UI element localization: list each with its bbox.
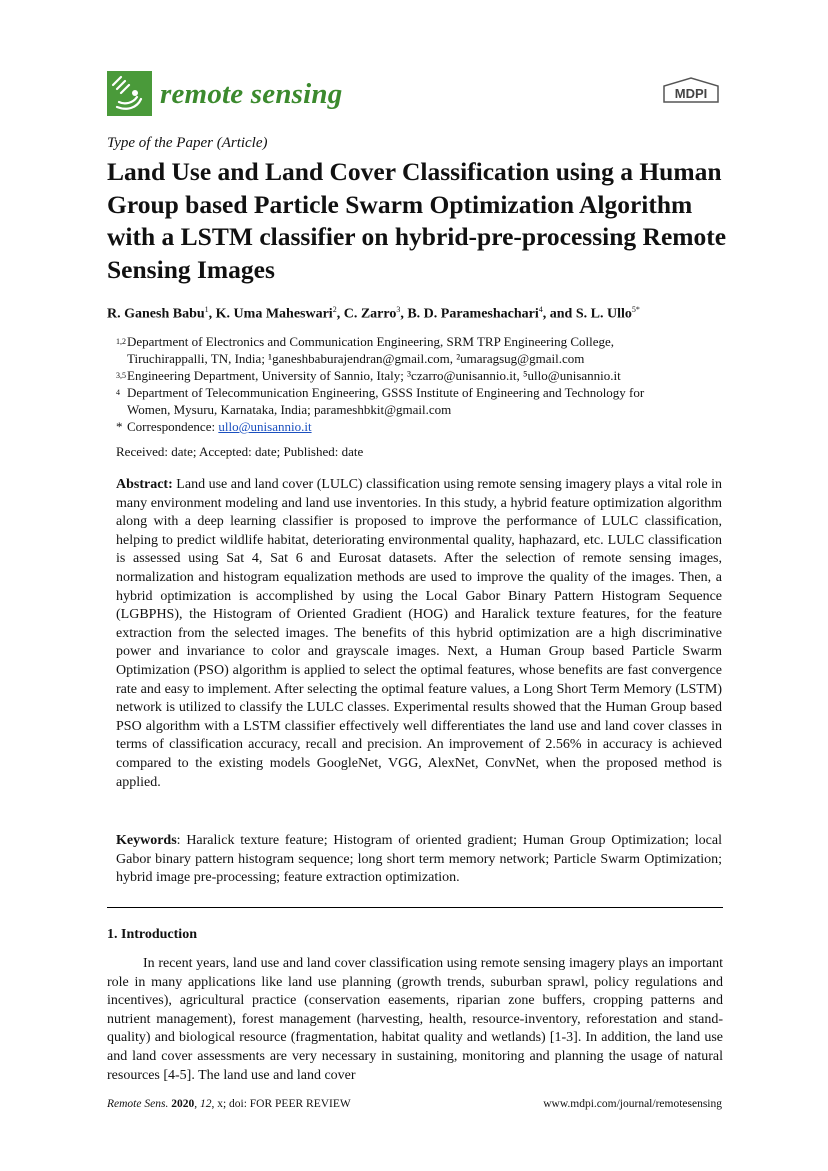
correspondence-label: Correspondence: <box>127 419 219 434</box>
author-affiliation-mark: 3 <box>396 305 401 314</box>
affiliation-line: Department of Electronics and Communication Engineering, SRM TRP Engineering College, <box>127 334 615 349</box>
affiliation-mark: 3,5 <box>116 371 126 380</box>
abstract <box>116 476 722 792</box>
author-list: R. Ganesh Babu$^1$, K. Uma Maheswari$^2$, C. Zarro$^3$, B. D. Parameshachari$^4$, and S. L. Ullo$^{5*}$ <box>107 305 640 322</box>
section-heading: 1. Introduction <box>107 927 197 942</box>
affiliation-2 <box>116 367 726 384</box>
affiliation-3 <box>116 384 726 418</box>
abstract-label: Abstract: <box>116 477 173 492</box>
affiliation-mark: 4 <box>116 388 120 397</box>
author-name: K. Uma Maheswari <box>215 306 333 322</box>
affiliation-mark: 1,2 <box>116 337 126 346</box>
correspondence <box>116 418 726 435</box>
keywords <box>116 832 722 888</box>
mdpi-logo-icon <box>660 76 722 108</box>
author-affiliation-mark: 1 <box>204 305 209 314</box>
journal-name: remote sensing <box>160 78 343 110</box>
author-name: S. L. Ullo <box>575 306 632 322</box>
intro-paragraph: In recent years, land use and land cover classification using remote sensing imagery plays an important role in many applications like land use planning (growth trends, suburban sprawl, policy regulations and incentives), agricultural practice (conservation easements, riparian zone buffers, cropping patterns and nutrient management), forest management (harvesting, health, resource-inventory, reforestation and stand-quality) and biological resource (fragmentation, habitat quality and wetlands) [1-3]. In addition, the land use and land cover assessments are very necessary in sustaining, monitoring and planning the usage of natural resources [4-5]. The land use and land cover <box>107 956 723 1083</box>
footer-rest: , x; doi: FOR PEER REVIEW <box>211 1098 351 1110</box>
author-name: C. Zarro <box>343 306 397 322</box>
correspondence-email-link[interactable]: ullo@unisannio.it <box>218 419 312 434</box>
author-affiliation-mark: 2 <box>332 305 337 314</box>
footer-journal-abbrev: Remote Sens. <box>107 1098 169 1110</box>
affiliation-line: Women, Mysuru, Karnataka, India; parameshbkit@gmail.com <box>127 402 452 417</box>
journal-logo-icon <box>107 71 152 116</box>
affiliation-line: Engineering Department, University of Sannio, Italy; ³czarro@unisannio.it, ⁵ullo@unisannio.it <box>127 368 621 383</box>
affiliation-1 <box>116 333 726 367</box>
correspondence-mark: * <box>116 419 123 434</box>
author-affiliation-mark: 5* <box>631 305 640 314</box>
author-name: R. Ganesh Babu <box>107 306 205 322</box>
footer-volume: 12 <box>199 1098 212 1110</box>
publication-dates: Received: date; Accepted: date; Published: date <box>116 444 364 459</box>
affiliation-line: Tiruchirappalli, TN, India; ¹ganeshbaburajendran@gmail.com, ²umaragsug@gmail.com <box>127 351 585 366</box>
abstract-text: Land use and land cover (LULC) classification using remote sensing imagery plays a vital role in many environment modeling and land use inventories. In this study, a hybrid feature optimization algorithm along with a deep learning classifier is proposed to improve the performance of LULC classification, helping to predict wildlife habitat, deteriorating environmental quality, haphazard, etc. LULC classification is assessed using Sat 4, Sat 6 and Eurosat datasets. After the selection of remote sensing images, normalization and histogram equalization methods are used to improve the quality of the images. Then, a hybrid optimization is accomplished by using the Local Gabor Binary Pattern Histogram Sequence (LGBPHS), the Histogram of Oriented Gradient (HOG) and Haralick texture features, for the feature extraction from the selected images. The benefits of this hybrid optimization are a high discriminative power and invariance to color and grayscale images. Next, a Human Group based Particle Swarm Optimization (PSO) algorithm is applied to select the optimal features, whose benefits are fast convergence rate and easy to implement. After selecting the optimal feature values, a Long Short Term Memory (LSTM) network is utilized to classify the LULC classes. Experimental results showed that the Human Group based PSO algorithm with a LSTM classifier effectively well differentiates the land use and land cover classes in terms of classification accuracy, recall and precision. An improvement of 2.56% in accuracy is achieved compared to the existing models GoogleNet, VGG, AlexNet, ConvNet, when the proposed method is applied. <box>116 477 723 790</box>
publisher-name: MDPI <box>674 86 708 101</box>
author-name: B. D. Parameshachari <box>407 306 539 322</box>
article-type: Type of the Paper (Article) <box>107 135 268 151</box>
keywords-label: Keywords <box>116 833 177 848</box>
keywords-text: : Haralick texture feature; Histogram of oriented gradient; Human Group Optimization; local Gabor binary pattern histogram sequence; long short term memory network; Particle Swarm Optimization; hybrid image pre-processing; feature extraction optimization. <box>116 833 722 886</box>
section-divider <box>107 907 723 908</box>
page-title: Land Use and Land Cover Classification using a Human Group based Particle Swarm Optimization Algorithm with a LSTM classifier on hybrid-pre-processing Remote Sensing Images <box>107 157 727 284</box>
affiliation-line: Department of Telecommunication Engineering, GSSS Institute of Engineering and Technology for <box>127 385 645 400</box>
footer-year: 2020 <box>171 1098 195 1110</box>
author-affiliation-mark: 4 <box>538 305 543 314</box>
footer-journal-url[interactable]: www.mdpi.com/journal/remotesensing <box>543 1098 722 1110</box>
footer-citation: Remote Sens. 2020, 12, x; doi: FOR PEER REVIEW <box>107 1098 351 1110</box>
